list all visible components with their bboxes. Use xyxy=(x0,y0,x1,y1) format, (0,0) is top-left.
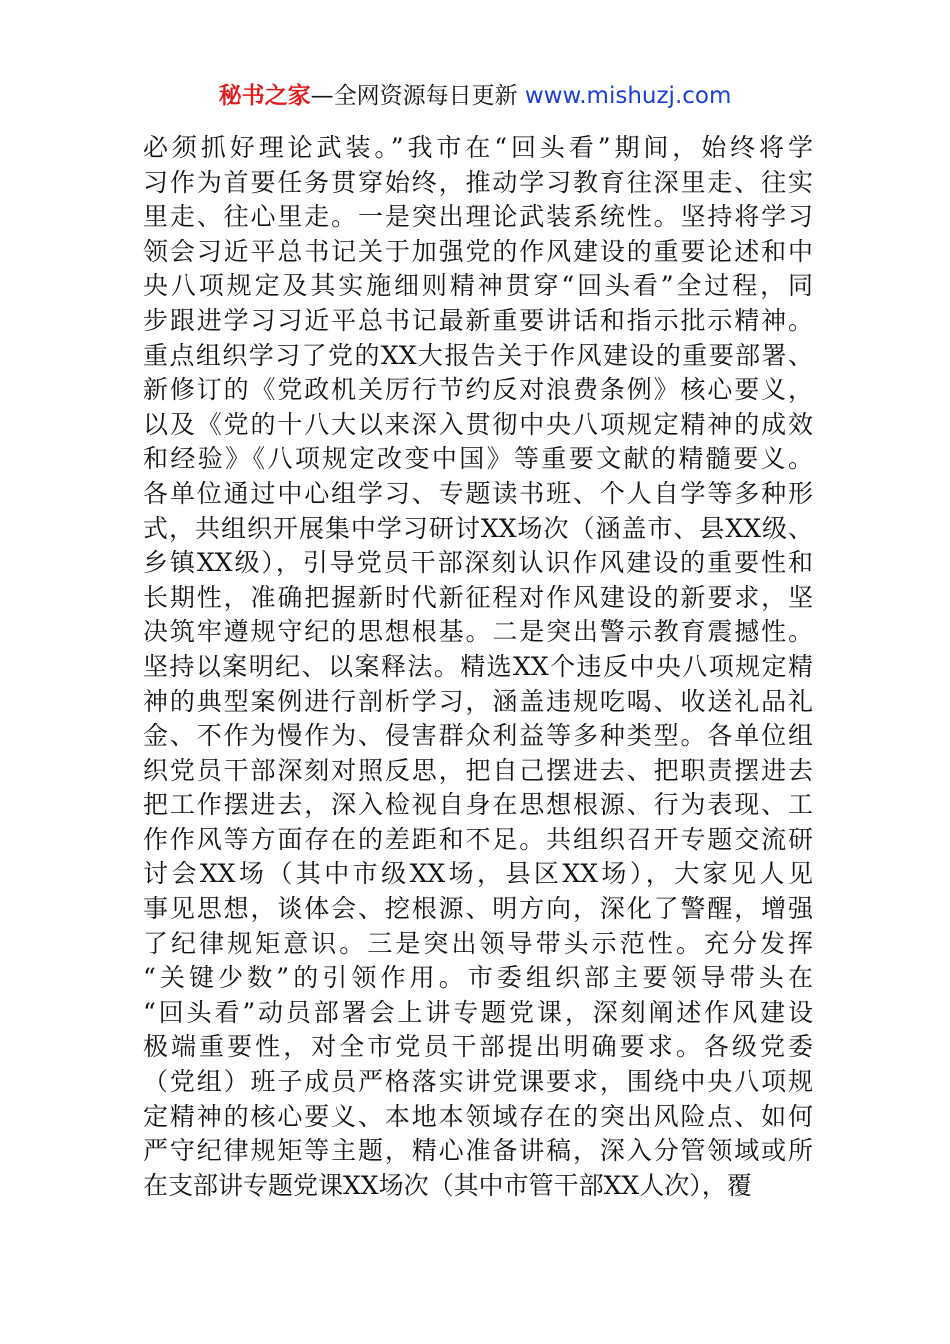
body-line: （党组）班子成员严格落实讲党课要求，围绕中央八项规 xyxy=(143,1067,813,1097)
body-line: 严守纪律规矩等主题，精心准备讲稿，深入分管领域或所 xyxy=(143,1136,813,1166)
body-line: 央八项规定及其实施细则精神贯穿“回头看”全过程，同 xyxy=(143,271,813,301)
body-line: 领会习近平总书记关于加强党的作风建设的重要论述和中 xyxy=(143,236,813,266)
body-line: 讨会XX场（其中市级XX场，县区XX场），大家见人见 xyxy=(143,859,813,889)
body-line: 作作风等方面存在的差距和不足。共组织召开专题交流研 xyxy=(143,824,813,854)
body-line: 式，共组织开展集中学习研讨XX场次（涵盖市、县XX级、 xyxy=(143,513,813,543)
header-slogan: —全网资源每日更新 xyxy=(310,83,525,109)
body-line: 神的典型案例进行剖析学习，涵盖违规吃喝、收送礼品礼 xyxy=(143,686,813,716)
body-line: 以及《党的十八大以来深入贯彻中央八项规定精神的成效 xyxy=(143,409,813,439)
body-line: 坚持以案明纪、以案释法。精选XX个违反中央八项规定精 xyxy=(143,651,813,681)
body-line: 重点组织学习了党的XX大报告关于作风建设的重要部署、 xyxy=(143,340,813,370)
body-line: 了纪律规矩意识。三是突出领导带头示范性。充分发挥 xyxy=(143,928,813,958)
body-line: 定精神的核心要义、本地本领域存在的突出风险点、如何 xyxy=(143,1101,813,1131)
body-line: “关键少数”的引领作用。市委组织部主要领导带头在 xyxy=(143,963,813,993)
body-line: 长期性，准确把握新时代新征程对作风建设的新要求，坚 xyxy=(143,582,813,612)
site-url-link[interactable]: www.mishuzj.com xyxy=(524,83,732,109)
body-line: 里走、往心里走。一是突出理论武装系统性。坚持将学习 xyxy=(143,202,813,232)
body-line: 各单位通过中心组学习、专题读书班、个人自学等多种形 xyxy=(143,478,813,508)
body-line: 新修订的《党政机关厉行节约反对浪费条例》核心要义， xyxy=(143,375,813,405)
brand-name: 秘书之家 xyxy=(218,83,311,109)
body-line: 把工作摆进去，深入检视自身在思想根源、行为表现、工 xyxy=(143,790,813,820)
body-line: 必须抓好理论武装。”我市在“回头看”期间，始终将学 xyxy=(143,133,813,162)
page-header xyxy=(0,81,950,111)
body-line: 习作为首要任务贯穿始终，推动学习教育往深里走、往实 xyxy=(143,167,813,197)
body-line: 在支部讲专题党课XX场次（其中市管干部XX人次），覆 xyxy=(143,1170,752,1200)
body-line: 乡镇XX级），引导党员干部深刻认识作风建设的重要性和 xyxy=(143,548,813,578)
document-body xyxy=(143,131,813,1203)
body-line: 极端重要性，对全市党员干部提出明确要求。各级党委 xyxy=(143,1032,813,1062)
body-line: 步跟进学习习近平总书记最新重要讲话和指示批示精神。 xyxy=(143,305,813,335)
body-line: 金、不作为慢作为、侵害群众利益等多种类型。各单位组 xyxy=(143,721,813,751)
body-line: 事见思想，谈体会、挖根源、明方向，深化了警醒，增强 xyxy=(143,894,813,924)
body-line: 决筑牢遵规守纪的思想根基。二是突出警示教育震撼性。 xyxy=(143,617,813,647)
body-line: 织党员干部深刻对照反思，把自己摆进去、把职责摆进去 xyxy=(143,755,813,785)
body-line: 和经验》《八项规定改变中国》等重要文献的精髓要义。 xyxy=(143,444,813,474)
body-line: “回头看”动员部署会上讲专题党课，深刻阐述作风建设 xyxy=(143,997,813,1027)
